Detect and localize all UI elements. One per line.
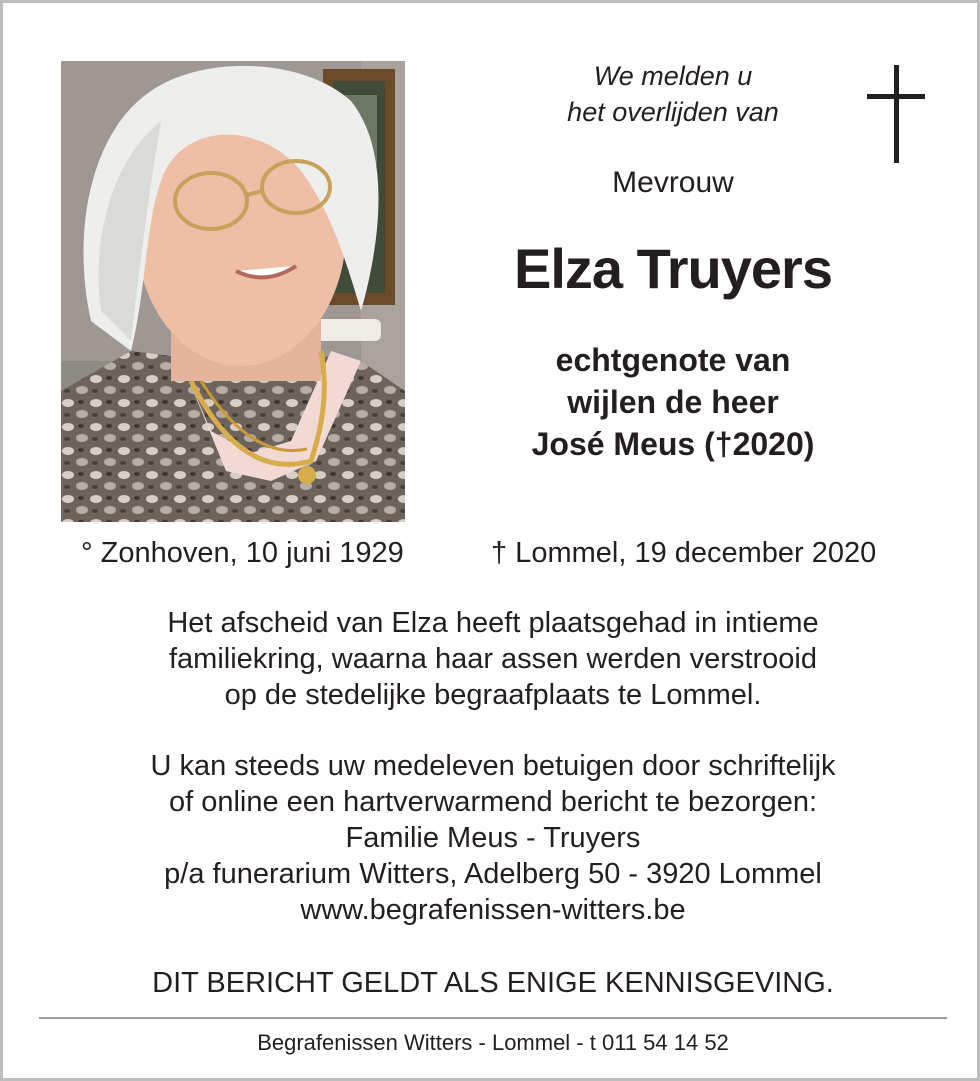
paragraph-line: of online een hartverwarmend bericht te bezorgen: (168, 786, 818, 818)
intro-text (503, 58, 843, 130)
deceased-name: Elza Truyers (514, 237, 832, 300)
condolence-paragraph (63, 748, 923, 928)
paragraph-line: op de stedelijke begraafplaats te Lommel. (224, 679, 762, 711)
death-info: † Lommel, 19 december 2020 (491, 537, 877, 569)
family-name: Familie Meus - Truyers (345, 822, 641, 854)
spouse-line: wijlen de heer (567, 384, 779, 420)
spouse-info (493, 339, 853, 465)
website-text: www.begrafenissen-witters.be (300, 894, 686, 926)
birth-info: ° Zonhoven, 10 juni 1929 (81, 537, 404, 569)
intro-line: We melden u (593, 61, 753, 91)
paragraph-line: U kan steeds uw medeleven betuigen door schriftelijk (150, 750, 836, 782)
funeral-home-address: p/a funerarium Witters, Adelberg 50 - 3920 Lommel (164, 858, 822, 890)
divider (39, 1017, 947, 1019)
paragraph-line: Het afscheid van Elza heeft plaatsgehad in intieme (167, 607, 819, 639)
footer-text: Begrafenissen Witters - Lommel - t 011 54 14 52 (257, 1030, 729, 1055)
intro-line: het overlijden van (567, 97, 779, 127)
honorific: Mevrouw (612, 166, 734, 199)
spouse-line: José Meus (†2020) (531, 426, 815, 462)
spouse-line: echtgenote van (555, 342, 791, 378)
portrait-photo (61, 61, 405, 522)
paragraph-line: familiekring, waarna haar assen werden verstrooid (169, 643, 817, 675)
sole-notice-text: DIT BERICHT GELDT ALS ENIGE KENNISGEVING. (152, 967, 834, 999)
cross-icon (867, 65, 925, 163)
farewell-paragraph (63, 605, 923, 713)
